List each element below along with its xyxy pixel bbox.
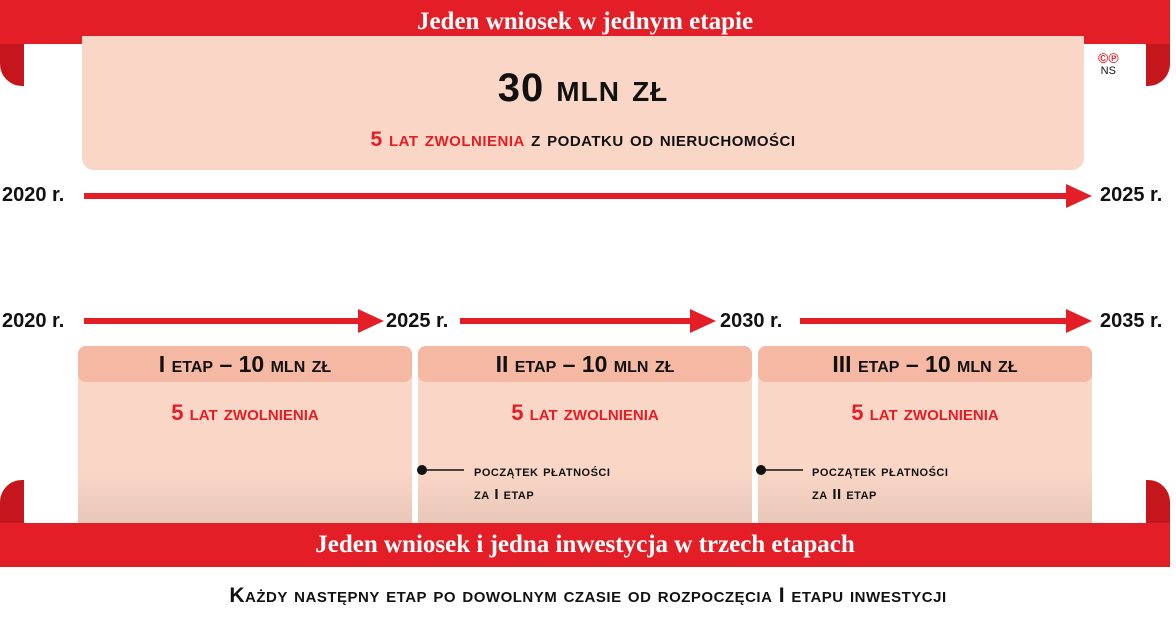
payment-note-stage-1-line1: początek płatności — [474, 463, 611, 480]
bottom-year-2025: 2025 r. — [386, 310, 449, 332]
payment-marker-stage-1 — [417, 465, 464, 475]
payment-note-stage-2-line1: początek płatności — [812, 463, 949, 480]
top-year-end: 2025 r. — [1100, 184, 1163, 206]
stage-2-exemption: 5 lat zwolnienia — [511, 400, 659, 425]
stage-3-exemption: 5 lat zwolnienia — [851, 400, 999, 425]
stage-1-exemption: 5 lat zwolnienia — [171, 400, 319, 425]
bottom-banner-label: Jeden wniosek i jedna inwestycja w trzech etapach — [315, 531, 855, 558]
bottom-year-2030: 2030 r. — [720, 310, 783, 332]
payment-note-stage-1-line2: za I etap — [474, 486, 535, 503]
stage-1-header: I etap – 10 mln zł — [78, 346, 412, 382]
footer-note: Każdy następny etap po dowolnym czasie od rozpoczęcia I etapu inwestycji — [229, 584, 947, 607]
stage-2-header: II etap – 10 mln zł — [418, 346, 752, 382]
bottom-banner — [0, 523, 1170, 567]
payment-note-stage-2-line2: za II etap — [812, 486, 877, 503]
payment-marker-stage-2 — [756, 465, 803, 475]
total-amount: 30 mln zł — [497, 66, 669, 110]
bottom-year-2020: 2020 r. — [2, 310, 65, 332]
top-banner-label: Jeden wniosek w jednym etapie — [416, 8, 754, 35]
stage-3-header: III etap – 10 mln zł — [758, 346, 1092, 382]
payment-note-stage-1 — [474, 460, 610, 506]
payment-note-stage-2 — [812, 460, 948, 506]
exemption-rest: z podatku od nieruchomości — [524, 128, 796, 151]
bottom-year-2035: 2035 r. — [1100, 310, 1163, 332]
copyright-icon: ©℗ — [1098, 50, 1119, 66]
top-year-start: 2020 r. — [2, 184, 65, 206]
credit-initials: NS — [1100, 65, 1116, 77]
exemption-highlight: 5 lat zwolnienia — [370, 128, 525, 151]
